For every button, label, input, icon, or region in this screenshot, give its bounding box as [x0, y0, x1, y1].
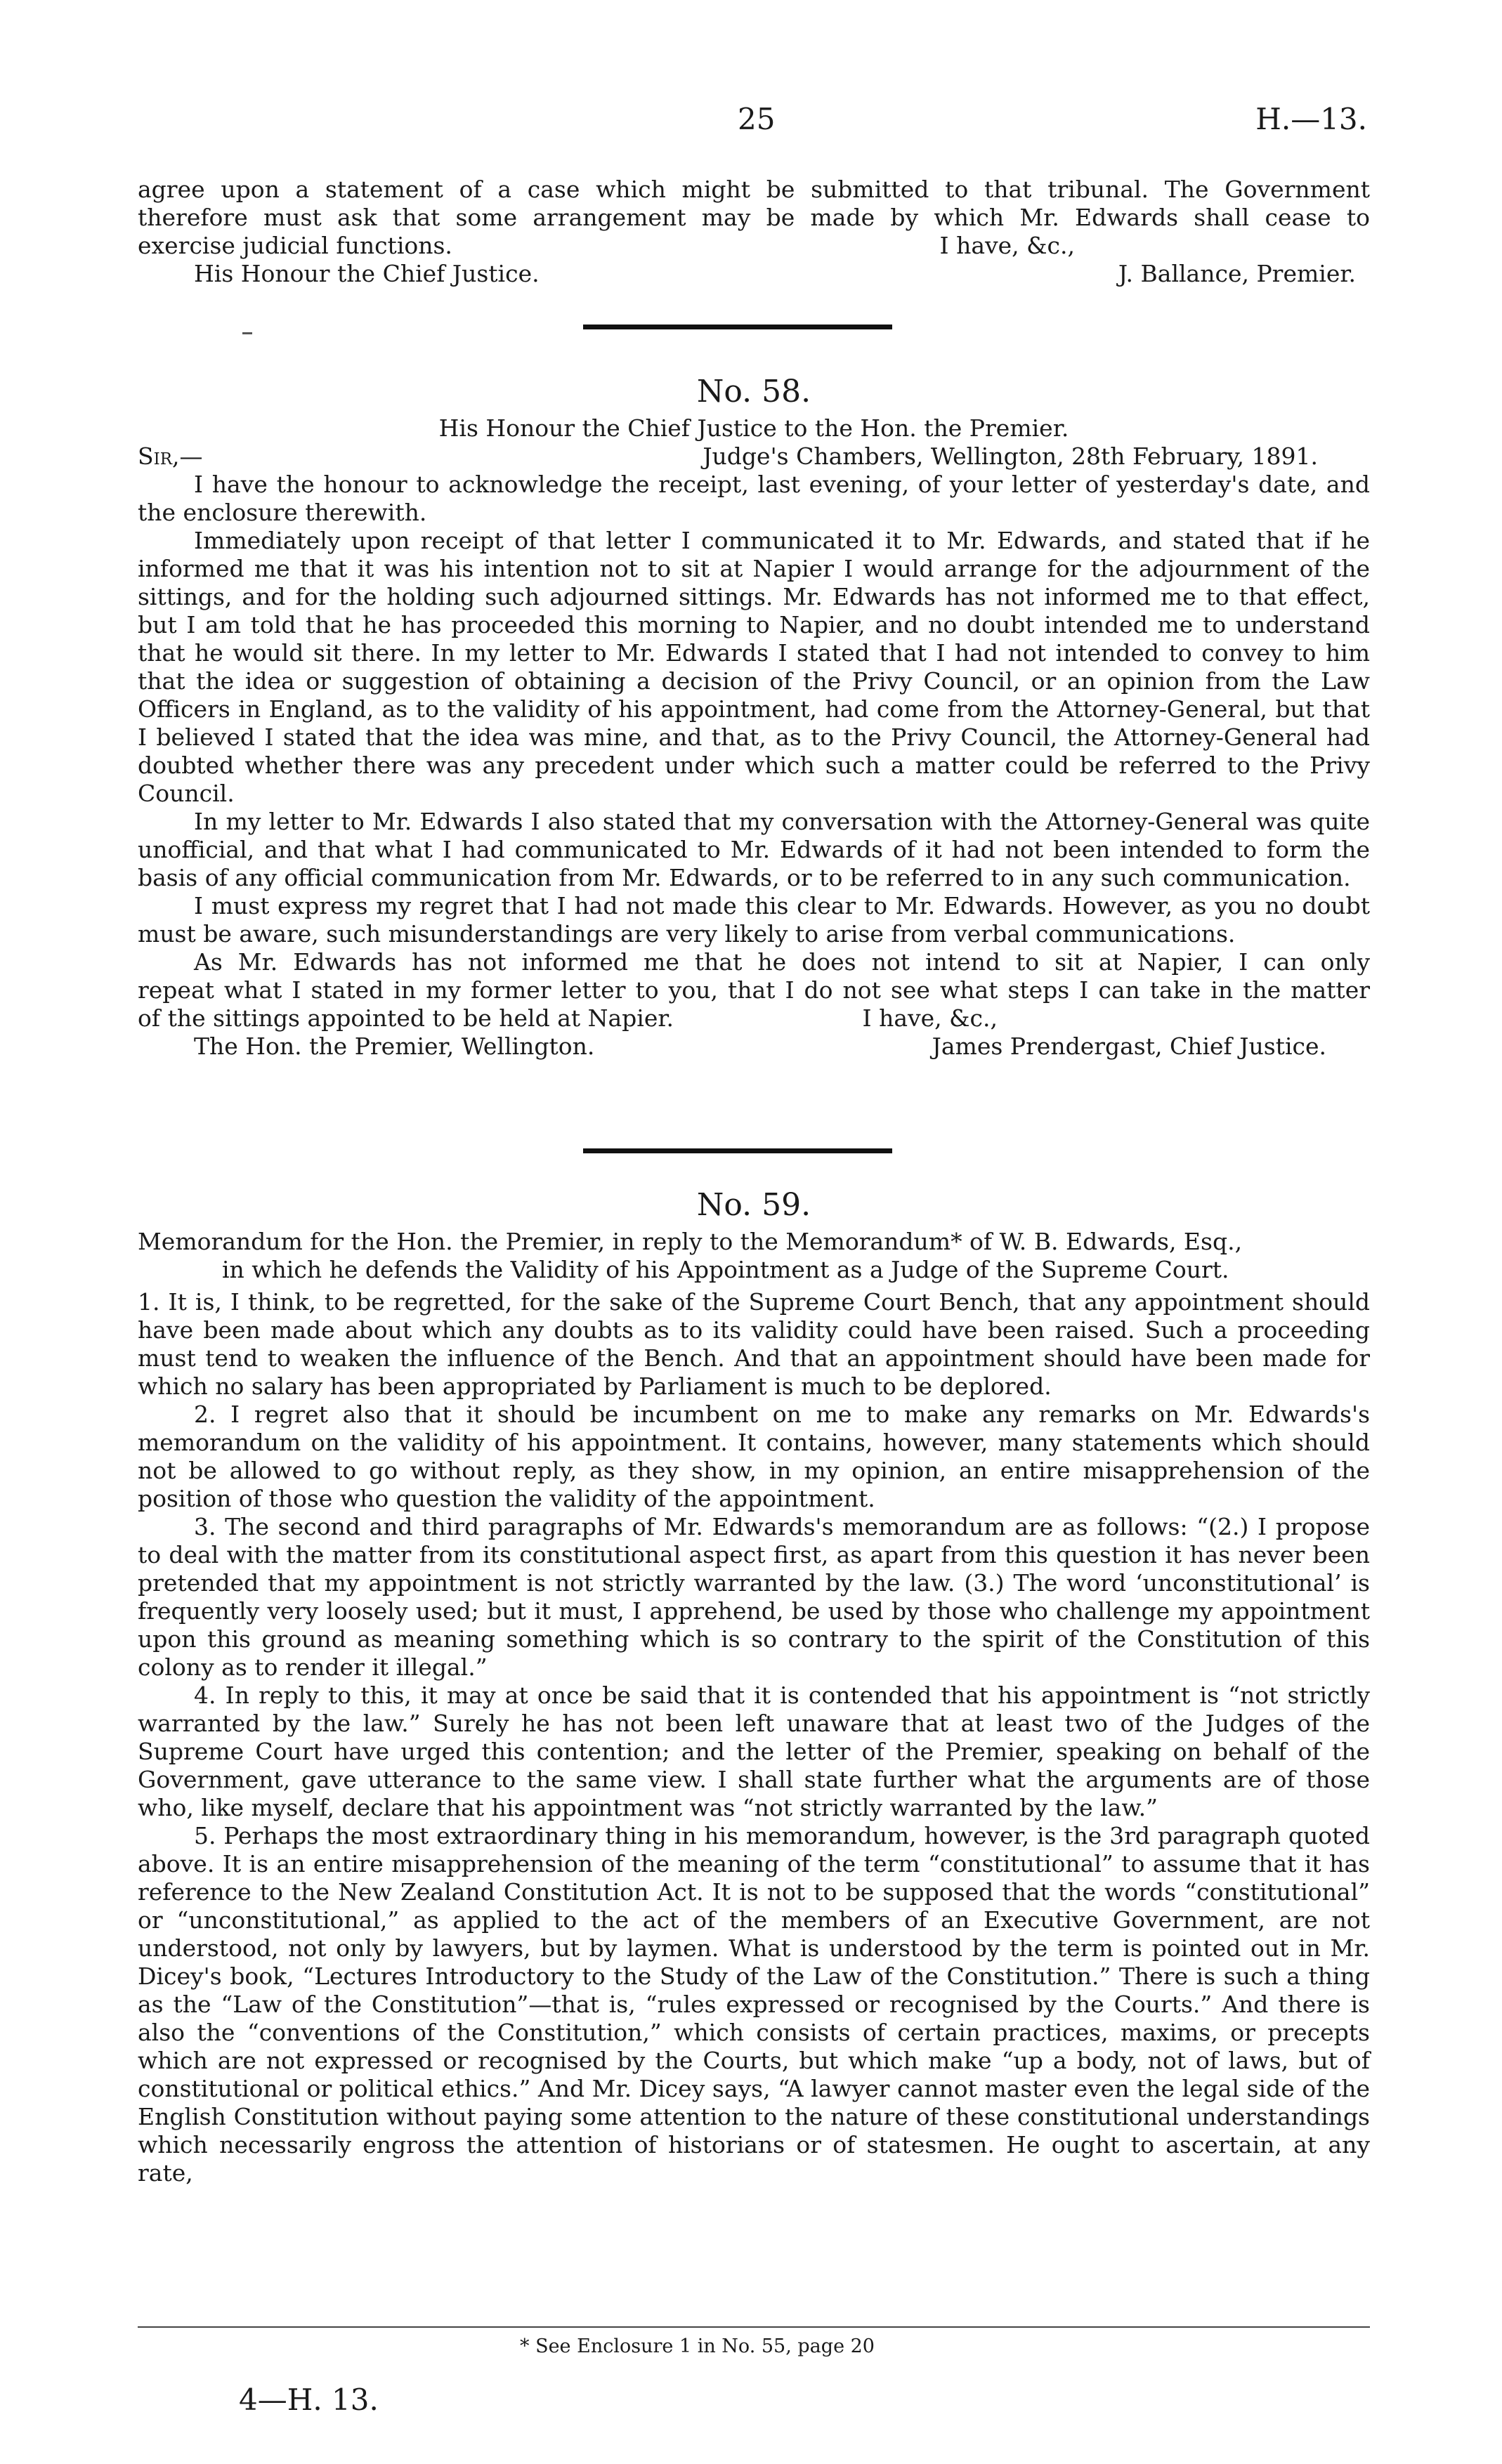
memo-paragraph: 3. The second and third paragraphs of Mr. Edwards's memorandum are as follows: “(2.) I propose to deal with the matter from its constitutional aspect first, as apart from this question it has never been pretended that my appointment is not strictly warranted by the law. (3.) The word ‘unconstitutional’ is frequently very loosely used; but it must, I apprehend, be used by those who challenge my appointment upon this ground as meaning something which is so contrary to the spirit of the Constitution of this colony as to render it illegal.” — [138, 1513, 1370, 1681]
memo-paragraph: 5. Perhaps the most extraordinary thing in his memorandum, however, is the 3rd paragraph quoted above. It is an entire misapprehension of the meaning of the term “constitutional” to assume that it has reference to the New Zealand Constitution Act. It is not to be supposed that the words “constitutional” or “unconstitutional,” as applied to the act of the members of an Executive Government, are not understood, not only by lawyers, but by laymen. What is understood by the term is pointed out in Mr. Dicey's book, “Lectures Introductory to the Study of the Law of the Constitution.” There is such a thing as the “Law of the Constitution”—that is, “rules expressed or recognised by the Courts.” And there is also the “conventions of the Constitution,” which consists of certain practices, maxims, or precepts which are not expressed or recognised by the Courts, but which make “up a body, not of laws, but of constitutional or political ethics.” And Mr. Dicey says, “A lawyer cannot master even the legal side of the English Constitution without paying some attention to the nature of these constitutional understandings which necessarily engross the attention of historians or of statesmen. He ought to ascertain, at any rate, — [138, 1822, 1370, 2187]
intro-closing: I have, &c., — [939, 232, 1075, 259]
salutation: Sir,— — [138, 443, 203, 470]
addressee-58: The Hon. the Premier, Wellington. — [194, 1033, 595, 1060]
dateline: Judge's Chambers, Wellington, 28th February, 1891. — [703, 443, 1318, 470]
memo-paragraph: 1. It is, I think, to be regretted, for the sake of the Supreme Court Bench, that any appointment should have been made about which any doubts as to its validity could have been raised. Such a proceeding must tend to weaken the influence of the Bench. And that an appointment should have been made for which no salary has been appropriated by Parliament is much to be deplored. — [138, 1288, 1370, 1400]
closing-58: I have, &c., — [862, 1004, 998, 1032]
intro-line: therefore must ask that some arrangement may be made by which Mr. Edwards shall cease to — [138, 204, 1370, 231]
footnote: * See Enclosure 1 in No. 55, page 20 — [520, 2335, 875, 2357]
salutation-row — [138, 443, 1370, 471]
paragraph: Immediately upon receipt of that letter I communicated it to Mr. Edwards, and stated that if he informed me that it was his intention not to sit at Napier I would arrange for the adjournment of the sittings, and for the holding such adjourned sittings. Mr. Edwards has not informed me to that effect, but I am told that he has proceeded this morning to Napier, and no doubt intended me to understand that he would sit there. In my letter to Mr. Edwards I stated that I had not intended to convey to him that the idea or suggestion of obtaining a decision of the Privy Council, or an opinion from the Law Officers in England, as to the validity of his appointment, had come from the Attorney-General, but that I believed I stated that the idea was mine, and that, as to the Privy Council, the Attorney-General had doubted whether there was any precedent under which such a matter could be referred to the Privy Council. — [138, 527, 1370, 807]
signature-row-58 — [138, 1033, 1370, 1061]
paragraph: I must express my regret that I had not made this clear to Mr. Edwards. However, as you no doubt must be aware, such misunderstandings are very likely to arise from verbal communications. — [138, 892, 1370, 948]
memo-paragraph: 2. I regret also that it should be incumbent on me to make any remarks on Mr. Edwards's memorandum on the validity of his appointment. It contains, however, many statements which should not be allowed to go without reply, as they show, in my opinion, an entire misapprehension of the position of those who question the validity of the appointment. — [138, 1401, 1370, 1512]
paragraph-line: repeat what I stated in my former letter to you, that I do not see what steps I can take in the matter — [138, 976, 1370, 1004]
memo-title-line: Memorandum for the Hon. the Premier, in reply to the Memorandum* of W. B. Edwards, Esq., — [138, 1228, 1243, 1255]
intro-addressee: His Honour the Chief Justice. — [194, 260, 540, 287]
letter-title-58: His Honour the Chief Justice to the Hon. the Premier. — [438, 414, 1069, 442]
intro-last-line: exercise judicial functions. — [138, 232, 452, 259]
section-rule — [583, 325, 892, 329]
section-rule — [583, 1148, 892, 1153]
section-heading-58: No. 58. — [696, 374, 811, 409]
paragraph-line: As Mr. Edwards has not informed me that he does not intend to sit at Napier, I can only — [194, 948, 1370, 976]
paragraph: I have the honour to acknowledge the receipt, last evening, of your letter of yesterday's date, and the enclosure therewith. — [138, 471, 1370, 526]
paragraph: In my letter to Mr. Edwards I also stated that my conversation with the Attorney-General was quite unofficial, and that what I had communicated to Mr. Edwards of it had not been intended to form the basis of any official communication from Mr. Edwards, or to be referred to in any such communication. — [138, 808, 1370, 891]
letter-no-58 — [138, 374, 1370, 1061]
intro-closing-row — [138, 232, 1370, 260]
footnote-rule — [138, 2326, 1370, 2328]
memo-paragraph: 4. In reply to this, it may at once be said that it is contended that his appointment is “not strictly warranted by the law.” Surely he has not been left unaware that at least two of the Judges of the Supreme Court have urged this contention; and the letter of the Premier, speaking on behalf of the Government, gave utterance to the same view. I shall state further what the arguments are of those who, like myself, declare that his appointment was “not strictly warranted by the law.” — [138, 1682, 1370, 1821]
stray-mark — [242, 332, 252, 334]
page-number: 25 — [738, 102, 776, 136]
intro-signature-row — [138, 260, 1370, 288]
document-reference: H.—13. — [1255, 102, 1367, 136]
memo-title-line: in which he defends the Validity of his Appointment as a Judge of the Supreme Court. — [222, 1256, 1229, 1283]
memorandum-no-59 — [138, 1187, 1370, 2187]
intro-signature: J. Ballance, Premier. — [1118, 260, 1356, 287]
section-heading-59: No. 59. — [696, 1187, 811, 1223]
last-line-58: of the sittings appointed to be held at Napier. — [138, 1004, 674, 1032]
signature-58: James Prendergast, Chief Justice. — [932, 1033, 1326, 1060]
intro-letter-end — [138, 176, 1370, 288]
closing-row-58 — [138, 1004, 1370, 1033]
intro-line: agree upon a statement of a case which might be submitted to that tribunal. The Government — [138, 176, 1370, 203]
printer-signature: 4—H. 13. — [239, 2383, 379, 2417]
